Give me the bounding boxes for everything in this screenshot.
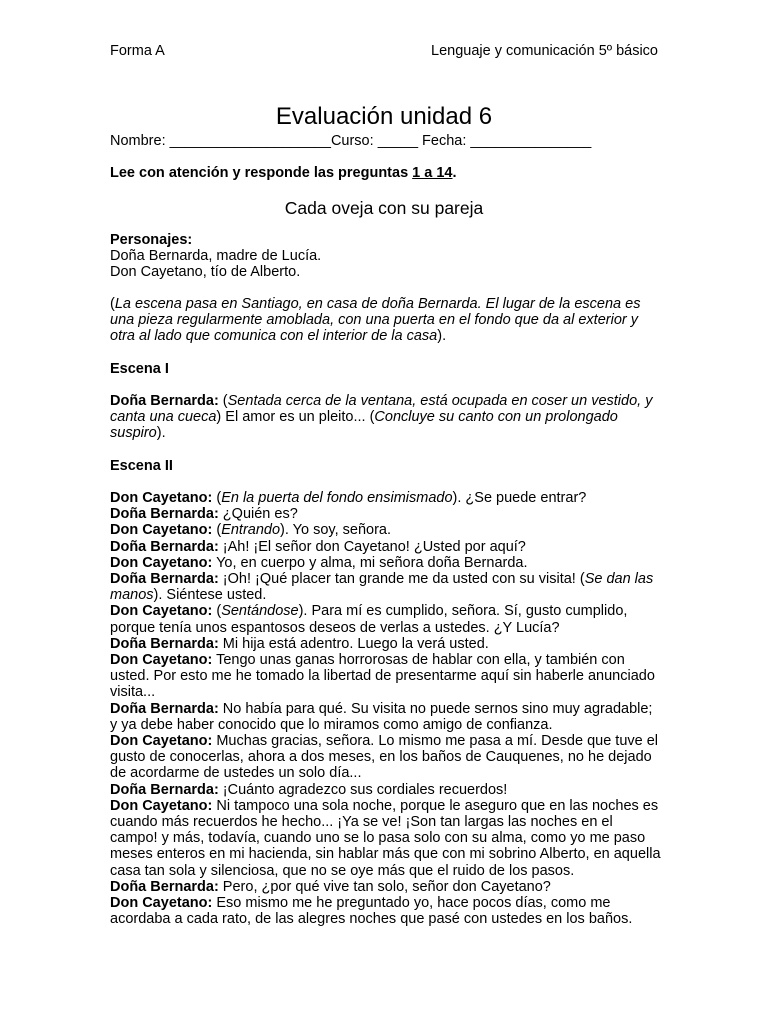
instruction bbox=[110, 164, 457, 182]
dialogue-line: Doña Bernarda: ¡Ah! ¡El señor don Cayetano! ¿Usted por aquí? bbox=[110, 538, 526, 555]
play-title: Cada oveja con su pareja bbox=[284, 198, 484, 218]
dialogue-line: Doña Bernarda: No había para qué. Su visita no puede sernos sino muy agradable; y ya debe haber conocido que lo miramos como amigo de confianza. bbox=[110, 700, 653, 733]
stage-direction: En la puerta del fondo ensimismado bbox=[221, 490, 453, 506]
student-fields bbox=[110, 132, 591, 150]
speaker: Doña Bernarda: bbox=[110, 506, 219, 523]
name-blank[interactable]: ____________________ bbox=[169, 133, 331, 149]
dialogue-line: Don Cayetano: (Entrando). Yo soy, señora. bbox=[110, 522, 392, 539]
speaker: Don Cayetano: bbox=[110, 895, 213, 912]
speaker: Don Cayetano: bbox=[110, 522, 213, 539]
name-label: Nombre: bbox=[110, 133, 166, 149]
dialogue-line: Don Cayetano: Tengo unas ganas horrorosas de hablar con ella, y también con usted. Por esto me he tomado la libertad de presentarme aquí sin haberle anunciado visita... bbox=[110, 652, 655, 701]
dialogue-line: Don Cayetano: Muchas gracias, señora. Lo mismo me pasa a mí. Desde que tuve el gusto de conocerlas, ahora a dos meses, en los baños de Cauquenes, no he dejado de acordarme de ustedes un solo día... bbox=[110, 733, 659, 782]
speaker: Doña Bernarda: bbox=[110, 635, 219, 652]
dialogue-line: Don Cayetano: Ni tampoco una sola noche, porque le aseguro que en las noches es cuando más recuerdos he hecho... ¡Ya se ve! ¡Son tan largas las noches en el campo! y más, todavía, cuando uno se lo pasa solo con su alma, como yo me paso meses enteros en mi hacienda, sin hablar más que con mi sobrino Alberto, en aquella casa tan sola y silenciosa, que no se oye más que el ruido de los pasos. bbox=[110, 797, 661, 879]
stage-direction: Entrando bbox=[221, 522, 281, 539]
speaker: Don Cayetano: bbox=[110, 490, 213, 506]
speaker: Don Cayetano: bbox=[110, 797, 213, 814]
speaker: Doña Bernarda: bbox=[110, 571, 219, 588]
instruction-range: 1 a 14 bbox=[412, 165, 453, 181]
scene-1-text: Doña Bernarda: (Sentada cerca de la ventana, está ocupada en coser un vestido, y canta una cueca) El amor es un pleito... (Concluye su canto con un prolongado suspiro). bbox=[110, 393, 653, 442]
dialogue-line: Doña Bernarda: Pero, ¿por qué vive tan solo, señor don Cayetano? bbox=[110, 878, 551, 895]
cast-item: Doña Bernarda, madre de Lucía. bbox=[110, 248, 322, 265]
scene-2-dialogue bbox=[110, 490, 662, 927]
header-subject: Lenguaje y comunicación 5º básico bbox=[431, 43, 658, 59]
scene-description: (La escena pasa en Santiago, en casa de doña Bernarda. El lugar de la escena es una pieza regularmente amoblada, con una puerta en el fondo que da al exterior y otra al lado que comunica con el interior de la casa). bbox=[110, 296, 641, 345]
dialogue-line: Don Cayetano: (En la puerta del fondo ensimismado). ¿Se puede entrar? bbox=[110, 490, 587, 506]
dialogue-line: Don Cayetano: Eso mismo me he preguntado yo, hace pocos días, como me acordaba a cada rato, de las alegres noches que pasé con ustedes en los baños. bbox=[110, 895, 633, 928]
instruction-end: . bbox=[452, 165, 457, 181]
cast-item: Don Cayetano, tío de Alberto. bbox=[110, 264, 301, 281]
scene-2-heading: Escena II bbox=[110, 458, 173, 474]
dialogue-line: Doña Bernarda: ¡Cuánto agradezco sus cordiales recuerdos! bbox=[110, 781, 508, 798]
date-label: Fecha: bbox=[418, 133, 467, 149]
page-title: Evaluación unidad 6 bbox=[275, 103, 493, 131]
speaker: Don Cayetano: bbox=[110, 733, 213, 750]
stage-direction: Concluye su canto con un prolongado suspiro bbox=[110, 409, 618, 442]
dialogue-line: Don Cayetano: Yo, en cuerpo y alma, mi señora doña Bernarda. bbox=[110, 554, 528, 571]
speaker: Doña Bernarda: bbox=[110, 781, 219, 798]
speaker: Doña Bernarda: bbox=[110, 538, 219, 555]
stage-direction: Se dan las manos bbox=[110, 571, 654, 604]
cast-heading: Personajes: bbox=[110, 232, 193, 248]
dialogue-line: Doña Bernarda: Mi hija está adentro. Luego la verá usted. bbox=[110, 635, 489, 652]
dialogue-line: Don Cayetano: (Sentándose). Para mí es cumplido, señora. Sí, gusto cumplido, porque tenía unos espantosos deseos de verlas a ustedes. ¿Y Lucía? bbox=[110, 603, 628, 636]
speaker: Don Cayetano: bbox=[110, 554, 213, 571]
date-blank[interactable]: _______________ bbox=[470, 133, 592, 149]
course-blank[interactable]: _____ bbox=[377, 133, 419, 149]
cast-list bbox=[110, 232, 662, 281]
speaker: Don Cayetano: bbox=[110, 603, 213, 620]
stage-direction: Sentándose bbox=[221, 603, 299, 620]
instruction-text: Lee con atención y responde las preguntas bbox=[110, 165, 413, 181]
speaker: Doña Bernarda: bbox=[110, 700, 219, 717]
course-label: Curso: bbox=[330, 133, 374, 149]
scene-description-text: La escena pasa en Santiago, en casa de doña Bernarda. El lugar de la escena es una pieza regularmente amoblada, con una puerta en el fondo que da al exterior y otra al lado que comunica con el interior de la casa bbox=[110, 296, 641, 345]
scene-1-heading: Escena I bbox=[110, 361, 169, 377]
dialogue: El amor es un pleito... bbox=[221, 409, 370, 426]
header-form-label: Forma A bbox=[110, 43, 165, 59]
dialogue-line: Doña Bernarda: ¡Oh! ¡Qué placer tan grande me da usted con su visita! (Se dan las manos). Siéntese usted. bbox=[110, 571, 654, 604]
speaker: Doña Bernarda: bbox=[110, 878, 219, 895]
speaker: Doña Bernarda: bbox=[110, 393, 219, 409]
dialogue-line: Doña Bernarda: ¿Quién es? bbox=[110, 506, 298, 523]
speaker: Don Cayetano: bbox=[110, 652, 213, 669]
stage-direction: Sentada cerca de la ventana, está ocupada en coser un vestido, y canta una cueca bbox=[110, 393, 653, 426]
